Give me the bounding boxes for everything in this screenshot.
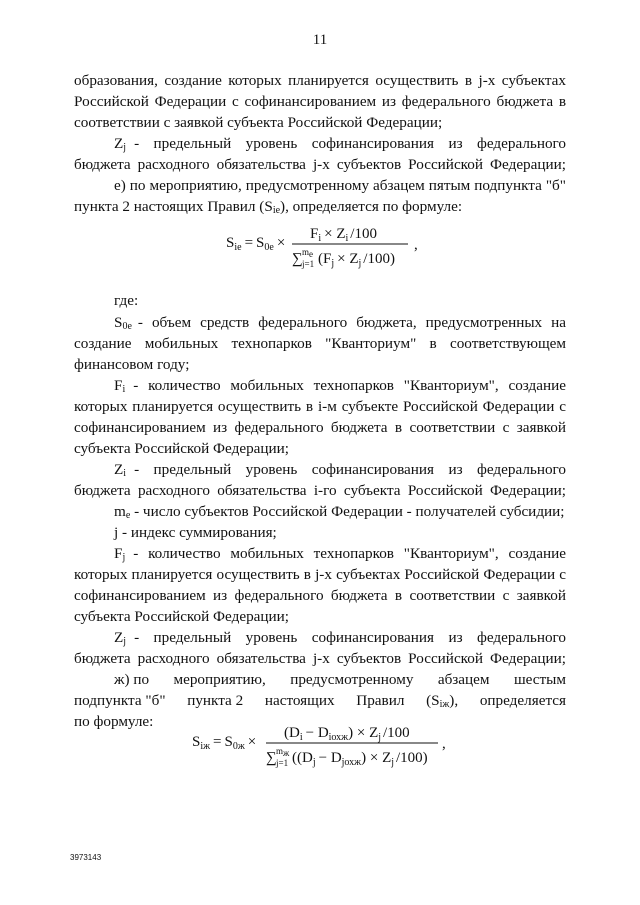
text-line-4: [114, 133, 566, 154]
symbol-s0e: $S_{0e}$: [114, 314, 132, 332]
svg-text:Fi× Zi/100: $F_i \times Z_i$ /100: [310, 226, 377, 244]
text-line-13: которых планируется осуществить в i-м субъекте Российской Федерации с: [74, 398, 566, 415]
symbol-fi: $F_i$: [114, 377, 126, 395]
text-line-10: создание мобильных технопарков "Кванториум" в соответствующем: [74, 335, 566, 352]
svg-text:Siж=S0ж×: $S_{iж} = S_{0ж}$ ×: [192, 734, 257, 752]
svg-text:((Dj− Djохж) × Zj/100): ($(D_j - D_{jохж}) \times Z_j$ /100): [292, 750, 428, 768]
text-line-7: [74, 196, 566, 217]
l26-word-5: шестым: [513, 671, 566, 688]
line-4-text: - предельный уровень софинансирования из федерального: [134, 135, 566, 152]
line-7-head: пункта 2 настоящих Правил (S: [74, 198, 273, 215]
text-line-18: [114, 501, 566, 522]
line-7-tail: ), определяется по формуле:: [280, 198, 463, 215]
text-line-15: субъекта Российской Федерации;: [74, 440, 290, 457]
text-line-28: по формуле:: [74, 713, 154, 730]
text-line-6: е) по мероприятию, предусмотренному абзацем пятым подпункта "б": [114, 177, 566, 194]
l26-word-4: абзацем: [437, 671, 490, 688]
text-line-17: бюджета расходного обязательства i-го субъекта Российской Федерации;: [74, 482, 566, 499]
l27-word-4: Правил: [356, 692, 405, 709]
formula-e: [218, 222, 428, 276]
symbol-sub-ie: ie: [272, 205, 281, 216]
text-line-gde: где:: [114, 292, 139, 309]
text-line-23: субъекта Российской Федерации;: [74, 608, 290, 625]
svg-text:,: ,: [442, 736, 446, 752]
page-number: 11: [312, 32, 328, 48]
svg-text:Sie=S0e×: $S_{ie} = S_{0e}$ ×: [226, 235, 286, 253]
text-line-26: [114, 669, 566, 690]
text-line-1: образования, создание которых планируется осуществить в j-х субъектах: [74, 72, 566, 89]
line-18-text: - число субъектов Российской Федерации - получателей субсидии;: [134, 503, 565, 520]
svg-text:j=1: j=1: [302, 259, 315, 269]
text-line-22: софинансированием из федерального бюджета в соответствии с заявкой: [74, 587, 566, 604]
svg-text:(Fj× Zj/100): ($F_j \times Z_j$ /100): [318, 251, 395, 269]
symbol-zi: $Z_i$: [114, 461, 127, 479]
svg-text:∑: ∑: [266, 750, 277, 766]
text-line-24: [114, 627, 566, 648]
svg-text:j=1: j=1: [276, 758, 289, 768]
text-line-19: j - индекс суммирования;: [114, 524, 277, 541]
text-line-12: [114, 375, 566, 396]
line-16-text: - предельный уровень софинансирования из федерального: [134, 461, 566, 478]
svg-text:∑: ∑: [292, 251, 303, 267]
l27-word-3: настоящих: [264, 692, 335, 709]
symbol-zj-2: $Z_j$: [114, 629, 127, 647]
line-12-text: - количество мобильных технопарков "Кванториум", создание: [133, 377, 566, 394]
document-code: 3973143: [70, 853, 102, 862]
svg-text:,: ,: [414, 237, 418, 253]
formula-zh: [188, 720, 458, 776]
text-line-9: [114, 312, 566, 333]
l27-word-2: пункта 2: [187, 692, 244, 709]
text-line-14: софинансированием из федерального бюджета в соответствии с заявкой: [74, 419, 566, 436]
svg-text:me: me: [302, 247, 314, 259]
l27-symbol: $(S_{iж})$,: [426, 692, 459, 710]
l26-word-1: ж) по: [114, 671, 150, 688]
l26-word-2: мероприятию,: [173, 671, 266, 688]
svg-text:(Di− Diохж) × Zj/100: $(D_i - D_{iохж}) \times Z_j$ /100: [284, 725, 410, 743]
text-line-2: Российской Федерации с софинансированием из федерального бюджета в: [74, 93, 566, 110]
line-20-text: - количество мобильных технопарков "Кванториум", создание: [133, 545, 566, 562]
text-line-21: которых планируется осуществить в j-х субъектах Российской Федерации с: [74, 566, 566, 583]
line-9-text: - объем средств федерального бюджета, предусмотренных на: [137, 314, 566, 331]
text-line-27: [74, 690, 566, 711]
text-line-16: [114, 459, 566, 480]
symbol-zj: $Z_j$: [114, 135, 127, 153]
symbol-me: $m_e$: [114, 503, 131, 521]
text-line-3: соответствии с заявкой субъекта Российской Федерации;: [74, 114, 443, 131]
text-line-11: финансовом году;: [74, 356, 190, 373]
l27-word-1: подпункта "б": [74, 692, 166, 709]
text-line-25: бюджета расходного обязательства j-х субъектов Российской Федерации;: [74, 650, 566, 667]
text-line-5: бюджета расходного обязательства j-х субъектов Российской Федерации;: [74, 156, 566, 173]
symbol-fj: $F_j$: [114, 545, 126, 563]
text-line-20: [114, 543, 566, 564]
l26-word-3: предусмотренному: [290, 671, 414, 688]
svg-text:mж: mж: [276, 746, 290, 758]
line-24-text: - предельный уровень софинансирования из федерального: [134, 629, 566, 646]
l27-word-last: определяется: [479, 692, 566, 709]
